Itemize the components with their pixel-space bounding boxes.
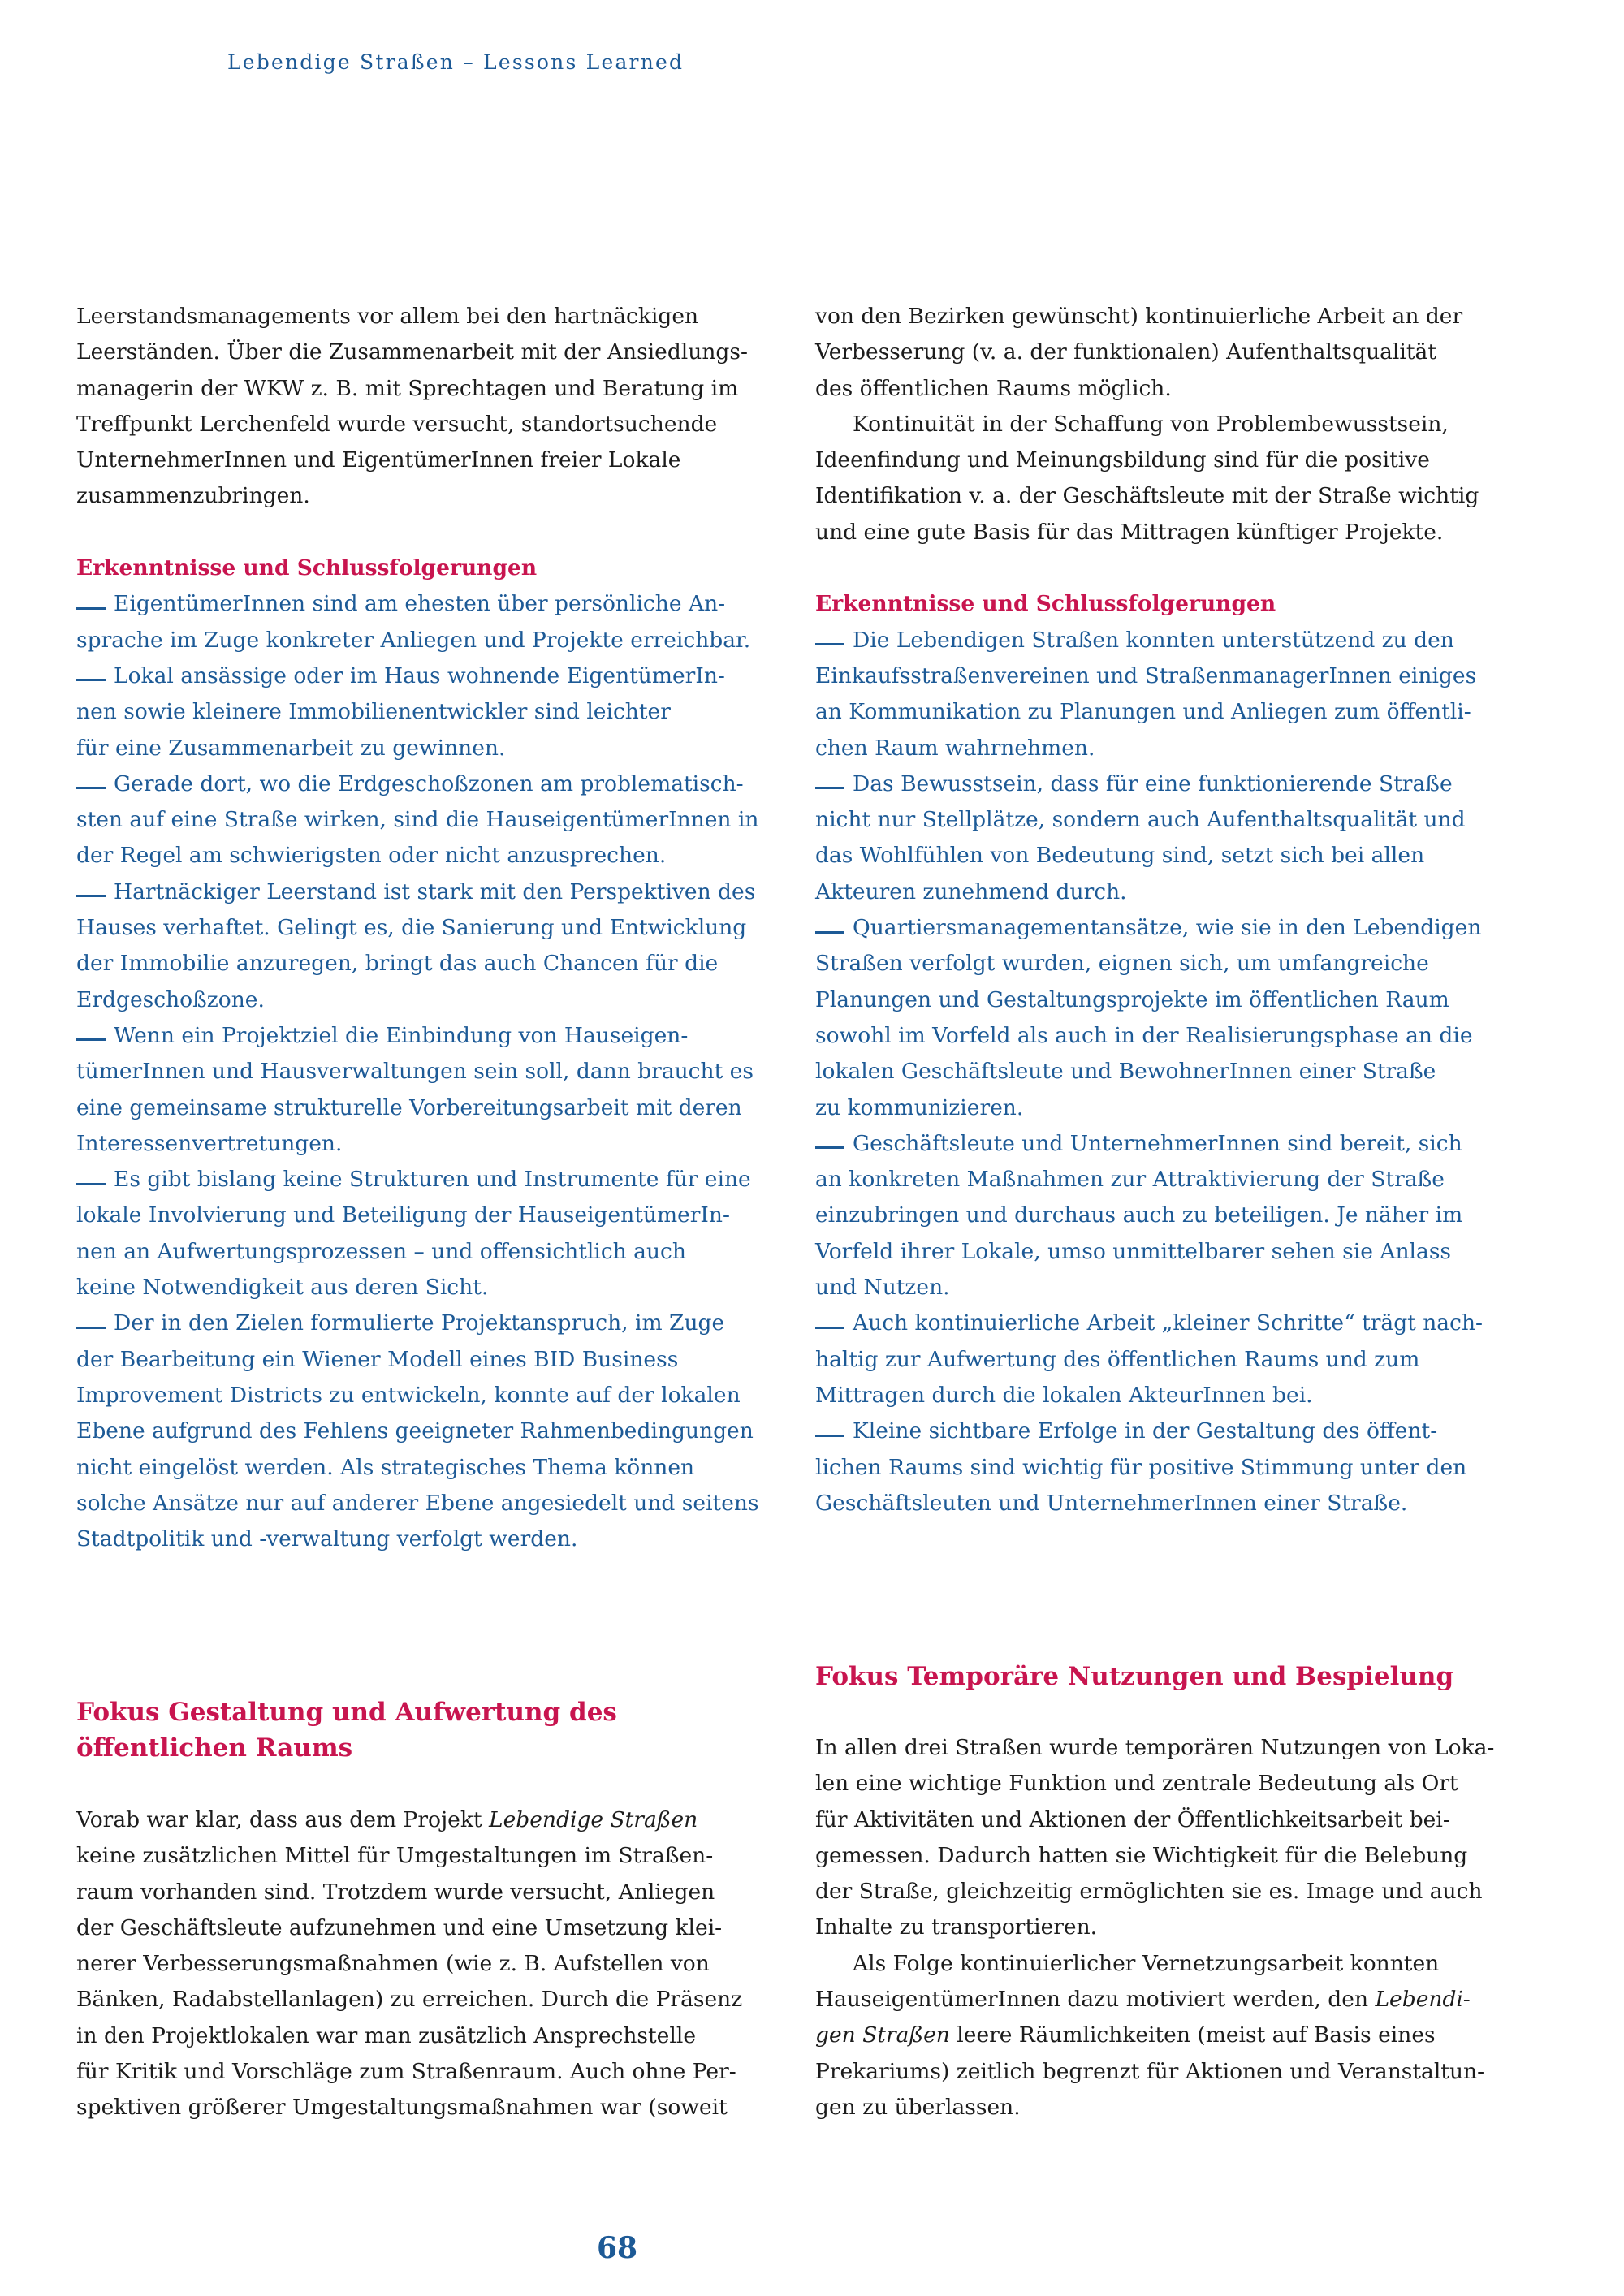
dash-bullet-icon [815, 643, 844, 645]
left-intro-paragraph [76, 299, 750, 515]
project-name-italic: Lebendige Straßen [488, 1807, 698, 1832]
text-line: Hauses verhaftet. Gelingt es, die Sanierung und Entwicklung [76, 915, 747, 941]
text-line: von den Bezirken gewünscht) kontinuierliche Arbeit an der [815, 304, 1463, 329]
list-item: Lokal ansässige oder im Haus wohnende EigentümerIn- [76, 658, 750, 694]
text-line: für Aktivitäten und Aktionen der Öffentlichkeitsarbeit bei- [815, 1806, 1450, 1832]
text-line: und Nutzen. [815, 1275, 950, 1301]
left-section-title [76, 1694, 617, 1767]
project-name-italic: gen Straßen [815, 2022, 950, 2048]
dash-bullet-icon [76, 679, 106, 681]
dash-bullet-icon [76, 895, 106, 897]
list-item: Quartiersmanagementansätze, wie sie in den Lebendigen [815, 910, 1489, 946]
list-item: EigentümerInnen sind am ehesten über persönliche An- [76, 586, 750, 622]
text-line: Interessenvertretungen. [76, 1130, 343, 1156]
right-bottom-paragraph-1 [815, 1730, 1495, 1946]
list-item: Das Bewusstsein, dass für eine funktionierende Straße [815, 766, 1489, 802]
left-subheading: Erkenntnisse und Schlussfolgerungen [76, 555, 538, 581]
dash-bullet-icon [76, 607, 106, 610]
text-line: Als Folge kontinuierlicher Vernetzungsarbeit konnten [853, 1950, 1440, 1976]
right-top-column [815, 299, 1489, 1521]
text-line: nicht nur Stellplätze, sondern auch Aufenthaltsqualität und [815, 807, 1466, 833]
title-line: Fokus Gestaltung und Aufwertung des [76, 1698, 617, 1727]
text-line: raum vorhanden sind. Trotzdem wurde versucht, Anliegen [76, 1879, 715, 1905]
dash-bullet-icon [76, 1183, 106, 1185]
text-line: Treffpunkt Lerchenfeld wurde versucht, standortsuchende [76, 411, 718, 437]
list-item: Hartnäckiger Leerstand ist stark mit den Perspektiven des [76, 874, 750, 910]
text-line: einzubringen und durchaus auch zu beteiligen. Je näher im [815, 1202, 1463, 1228]
text-line: sowohl im Vorfeld als auch in der Realisierungsphase an die [815, 1022, 1473, 1048]
text-line: tümerInnen und Hausverwaltungen sein soll, dann braucht es [76, 1059, 754, 1085]
text-line: Verbesserung (v. a. der funktionalen) Aufenthaltsqualität [815, 339, 1436, 365]
text-line: Identifikation v. a. der Geschäftsleute mit der Straße wichtig [815, 483, 1479, 509]
text-line: Straßen verfolgt wurden, eignen sich, um umfangreiche [815, 951, 1429, 977]
text-line: Ideenfindung und Meinungsbildung sind für die positive [815, 447, 1430, 473]
list-item: Der in den Zielen formulierte Projektanspruch, im Zuge [76, 1306, 750, 1341]
text-line: der Immobilie anzuregen, bringt das auch Chancen für die [76, 951, 719, 977]
page-number: 68 [596, 2231, 638, 2265]
text-line: nen sowie kleinere Immobilienentwickler sind leichter [76, 699, 671, 725]
text-line: das Wohlfühlen von Bedeutung sind, setzt sich bei allen [815, 843, 1425, 869]
text-line: des öffentlichen Raums möglich. [815, 375, 1172, 401]
text-line: managerin der WKW z. B. mit Sprechtagen und Beratung im [76, 375, 739, 401]
text-line: UnternehmerInnen und EigentümerInnen freier Lokale [76, 447, 681, 473]
text-line: gen zu überlassen. [815, 2094, 1021, 2120]
right-bullet-list [815, 623, 1489, 1521]
text-line: Akteuren zunehmend durch. [815, 878, 1127, 904]
right-second-paragraph [815, 407, 1489, 550]
text-line: zusammenzubringen. [76, 483, 310, 509]
dash-bullet-icon [815, 1146, 844, 1149]
text-line: Einkaufsstraßenvereinen und StraßenmanagerInnen einiges [815, 662, 1477, 688]
text-line: sten auf eine Straße wirken, sind die HauseigentümerInnen in [76, 807, 759, 833]
text-line: spektiven größerer Umgestaltungsmaßnahmen war (soweit [76, 2095, 728, 2121]
text-line: Erdgeschoßzone. [76, 986, 265, 1012]
text-line: chen Raum wahrnehmen. [815, 735, 1095, 761]
text-line: keine Notwendigkeit aus deren Sicht. [76, 1275, 489, 1301]
text-line: solche Ansätze nur auf anderer Ebene angesiedelt und seitens [76, 1490, 759, 1516]
text-line: gemessen. Dadurch hatten sie Wichtigkeit für die Belebung [815, 1842, 1468, 1868]
text-line: Leerstandsmanagements vor allem bei den hartnäckigen [76, 304, 699, 329]
text-line: der Regel am schwierigsten oder nicht anzusprechen. [76, 843, 667, 869]
text-line: Inhalte zu transportieren. [815, 1914, 1098, 1940]
right-bottom-column [815, 1730, 1495, 2126]
text-line: lichen Raums sind wichtig für positive Stimmung unter den [815, 1454, 1467, 1480]
text-line: In allen drei Straßen wurde temporären Nutzungen von Loka- [815, 1735, 1495, 1760]
running-head: Lebendige Straßen – Lessons Learned [227, 50, 685, 74]
text-line: sprache im Zuge konkreter Anliegen und Projekte erreichbar. [76, 627, 751, 653]
dash-bullet-icon [815, 931, 844, 934]
list-item: Kleine sichtbare Erfolge in der Gestaltung des öffent- [815, 1413, 1489, 1449]
spacer [815, 550, 1489, 586]
dash-bullet-icon [76, 1327, 106, 1329]
text-line: für eine Zusammenarbeit zu gewinnen. [76, 735, 506, 761]
text-line: nicht eingelöst werden. Als strategisches Thema können [76, 1454, 695, 1480]
text-line: der Straße, gleichzeitig ermöglichten sie es. Image und auch [815, 1879, 1483, 1905]
text-line: Ebene aufgrund des Fehlens geeigneter Rahmenbedingungen [76, 1418, 754, 1444]
left-bottom-column [76, 1802, 750, 2126]
right-bottom-paragraph-2 [815, 1946, 1489, 2126]
spacer [76, 515, 750, 550]
list-item: Die Lebendigen Straßen konnten unterstützend zu den [815, 623, 1489, 658]
list-item: Wenn ein Projektziel die Einbindung von Hauseigen- [76, 1018, 750, 1054]
text-line: Geschäftsleuten und UnternehmerInnen einer Straße. [815, 1490, 1408, 1516]
project-name-italic: Lebendi- [1375, 1987, 1471, 2013]
text-line: Mittragen durch die lokalen AkteurInnen bei. [815, 1382, 1313, 1408]
left-top-column [76, 299, 759, 1557]
text-line: len eine wichtige Funktion und zentrale Bedeutung als Ort [815, 1771, 1458, 1797]
dash-bullet-icon [815, 1435, 844, 1437]
text-line: eine gemeinsame strukturelle Vorbereitungsarbeit mit deren [76, 1094, 742, 1120]
dash-bullet-icon [76, 787, 106, 789]
text-line: Prekariums) zeitlich begrenzt für Aktionen und Veranstaltun- [815, 2058, 1485, 2084]
text-line: nen an Aufwertungsprozessen – und offensichtlich auch [76, 1238, 686, 1264]
text-line: für Kritik und Vorschläge zum Straßenraum. Auch ohne Per- [76, 2059, 736, 2085]
dash-bullet-icon [815, 1327, 844, 1329]
right-subheading: Erkenntnisse und Schlussfolgerungen [815, 591, 1276, 617]
text-line: Leerständen. Über die Zusammenarbeit mit der Ansiedlungs- [76, 339, 748, 365]
text-line: Improvement Districts zu entwickeln, konnte auf der lokalen [76, 1382, 741, 1408]
text-line: nerer Verbesserungsmaßnahmen (wie z. B. Aufstellen von [76, 1951, 710, 1977]
text-line: gen Straßen leere Räumlichkeiten (meist auf Basis eines [815, 2022, 1436, 2048]
list-item: Es gibt bislang keine Strukturen und Instrumente für eine [76, 1162, 750, 1198]
left-bottom-paragraph [76, 1802, 750, 2126]
text-line: lokalen Geschäftsleute und BewohnerInnen einer Straße [815, 1059, 1436, 1085]
text-line: Planungen und Gestaltungsprojekte im öffentlichen Raum [815, 986, 1449, 1012]
right-section-title: Fokus Temporäre Nutzungen und Bespielung [815, 1662, 1454, 1691]
dash-bullet-icon [76, 1038, 106, 1041]
text-line: der Bearbeitung ein Wiener Modell eines BID Business [76, 1346, 679, 1372]
text-line: Bänken, Radabstellanlagen) zu erreichen. Durch die Präsenz [76, 1987, 743, 2013]
text-line: haltig zur Aufwertung des öffentlichen Raums und zum [815, 1346, 1420, 1372]
text-line: und eine gute Basis für das Mittragen künftiger Projekte. [815, 519, 1444, 545]
right-intro-paragraph [815, 299, 1489, 407]
text-line: lokale Involvierung und Beteiligung der HauseigentümerIn- [76, 1202, 730, 1228]
list-item: Auch kontinuierliche Arbeit „kleiner Schritte“ trägt nach- [815, 1306, 1489, 1341]
list-item: Gerade dort, wo die Erdgeschoßzonen am problematisch- [76, 766, 750, 802]
text-line: keine zusätzlichen Mittel für Umgestaltungen im Straßen- [76, 1843, 714, 1869]
dash-bullet-icon [815, 787, 844, 789]
text-line: Kontinuität in der Schaffung von Problembewusstsein, [853, 411, 1449, 437]
text-line: HauseigentümerInnen dazu motiviert werden, den Lebendi- [815, 1987, 1471, 2013]
text-line: an konkreten Maßnahmen zur Attraktivierung der Straße [815, 1167, 1445, 1193]
text-line: Vorfeld ihrer Lokale, umso unmittelbarer sehen sie Anlass [815, 1238, 1452, 1264]
title-line: öffentlichen Raums [76, 1733, 353, 1763]
text-line: zu kommunizieren. [815, 1094, 1024, 1120]
text-line: an Kommunikation zu Planungen und Anliegen zum öffentli- [815, 699, 1471, 725]
text-line: Stadtpolitik und -verwaltung verfolgt werden. [76, 1526, 578, 1552]
text-line: der Geschäftsleute aufzunehmen und eine Umsetzung klei- [76, 1914, 723, 1940]
text-line: in den Projektlokalen war man zusätzlich Ansprechstelle [76, 2022, 697, 2048]
text-line: Vorab war klar, dass aus dem Projekt Lebendige Straßen [76, 1807, 698, 1832]
left-bullet-list [76, 586, 759, 1557]
list-item: Geschäftsleute und UnternehmerInnen sind bereit, sich [815, 1126, 1489, 1162]
